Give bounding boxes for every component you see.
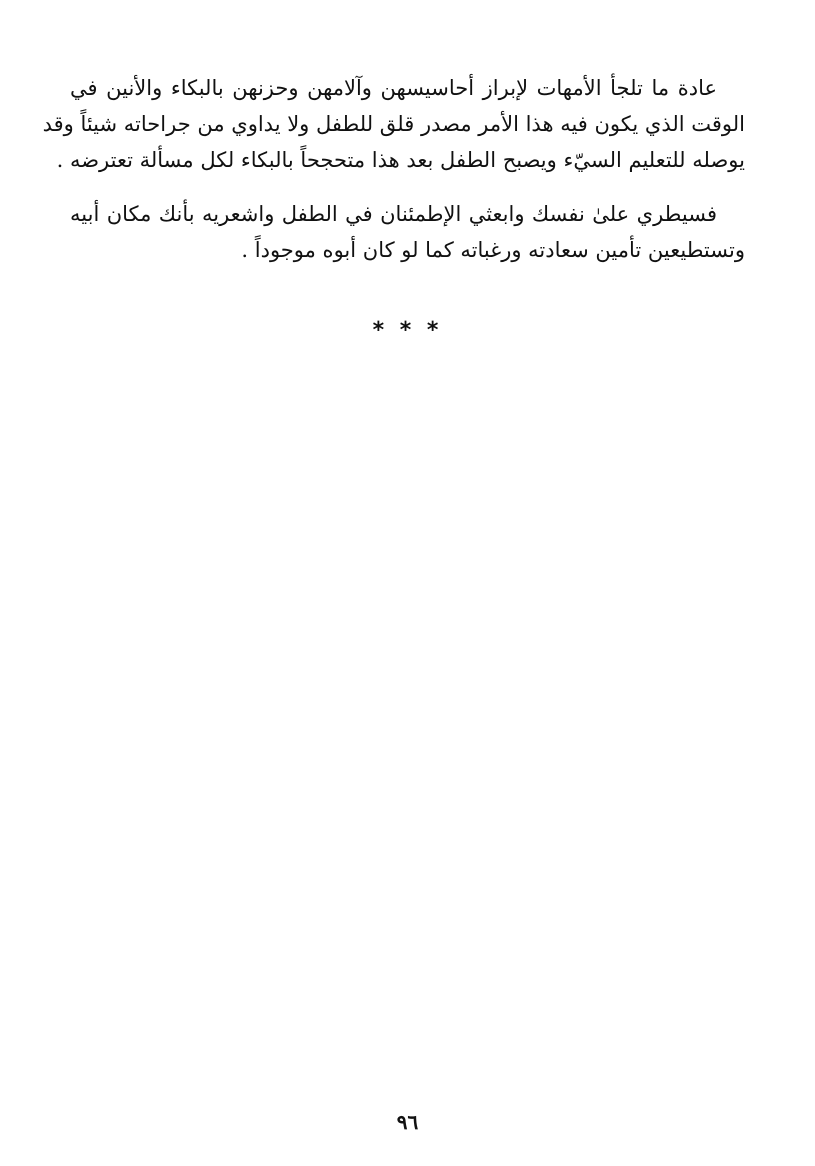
paragraph-1-line-1: عادة ما تلجأ الأمهات لإبراز أحاسيسهن وآلامهن وحزنهن بالبكاء والأنين في [70,76,717,100]
paragraph-2 [70,196,745,268]
paragraph-1-line-3: يوصله للتعليم السيّء ويصبح الطفل بعد هذا متحجحاً بالبكاء لكل مسألة تعترضه . [56,148,745,172]
section-separator: * * * [372,318,443,343]
paragraph-1-line-2: الوقت الذي يكون فيه هذا الأمر مصدر قلق للطفل ولا يداوي من جراحاته شيئاً وقد [42,112,745,136]
page-number: ٩٦ [396,1110,419,1134]
paragraph-2-line-2: وتستطيعين تأمين سعادته ورغباته كما لو كان أبوه موجوداً . [241,238,745,262]
paragraph-2-line-1: فسيطري علىٰ نفسك وابعثي الإطمئنان في الطفل واشعريه بأنك مكان أبيه [70,202,717,226]
paragraph-1 [42,70,745,178]
